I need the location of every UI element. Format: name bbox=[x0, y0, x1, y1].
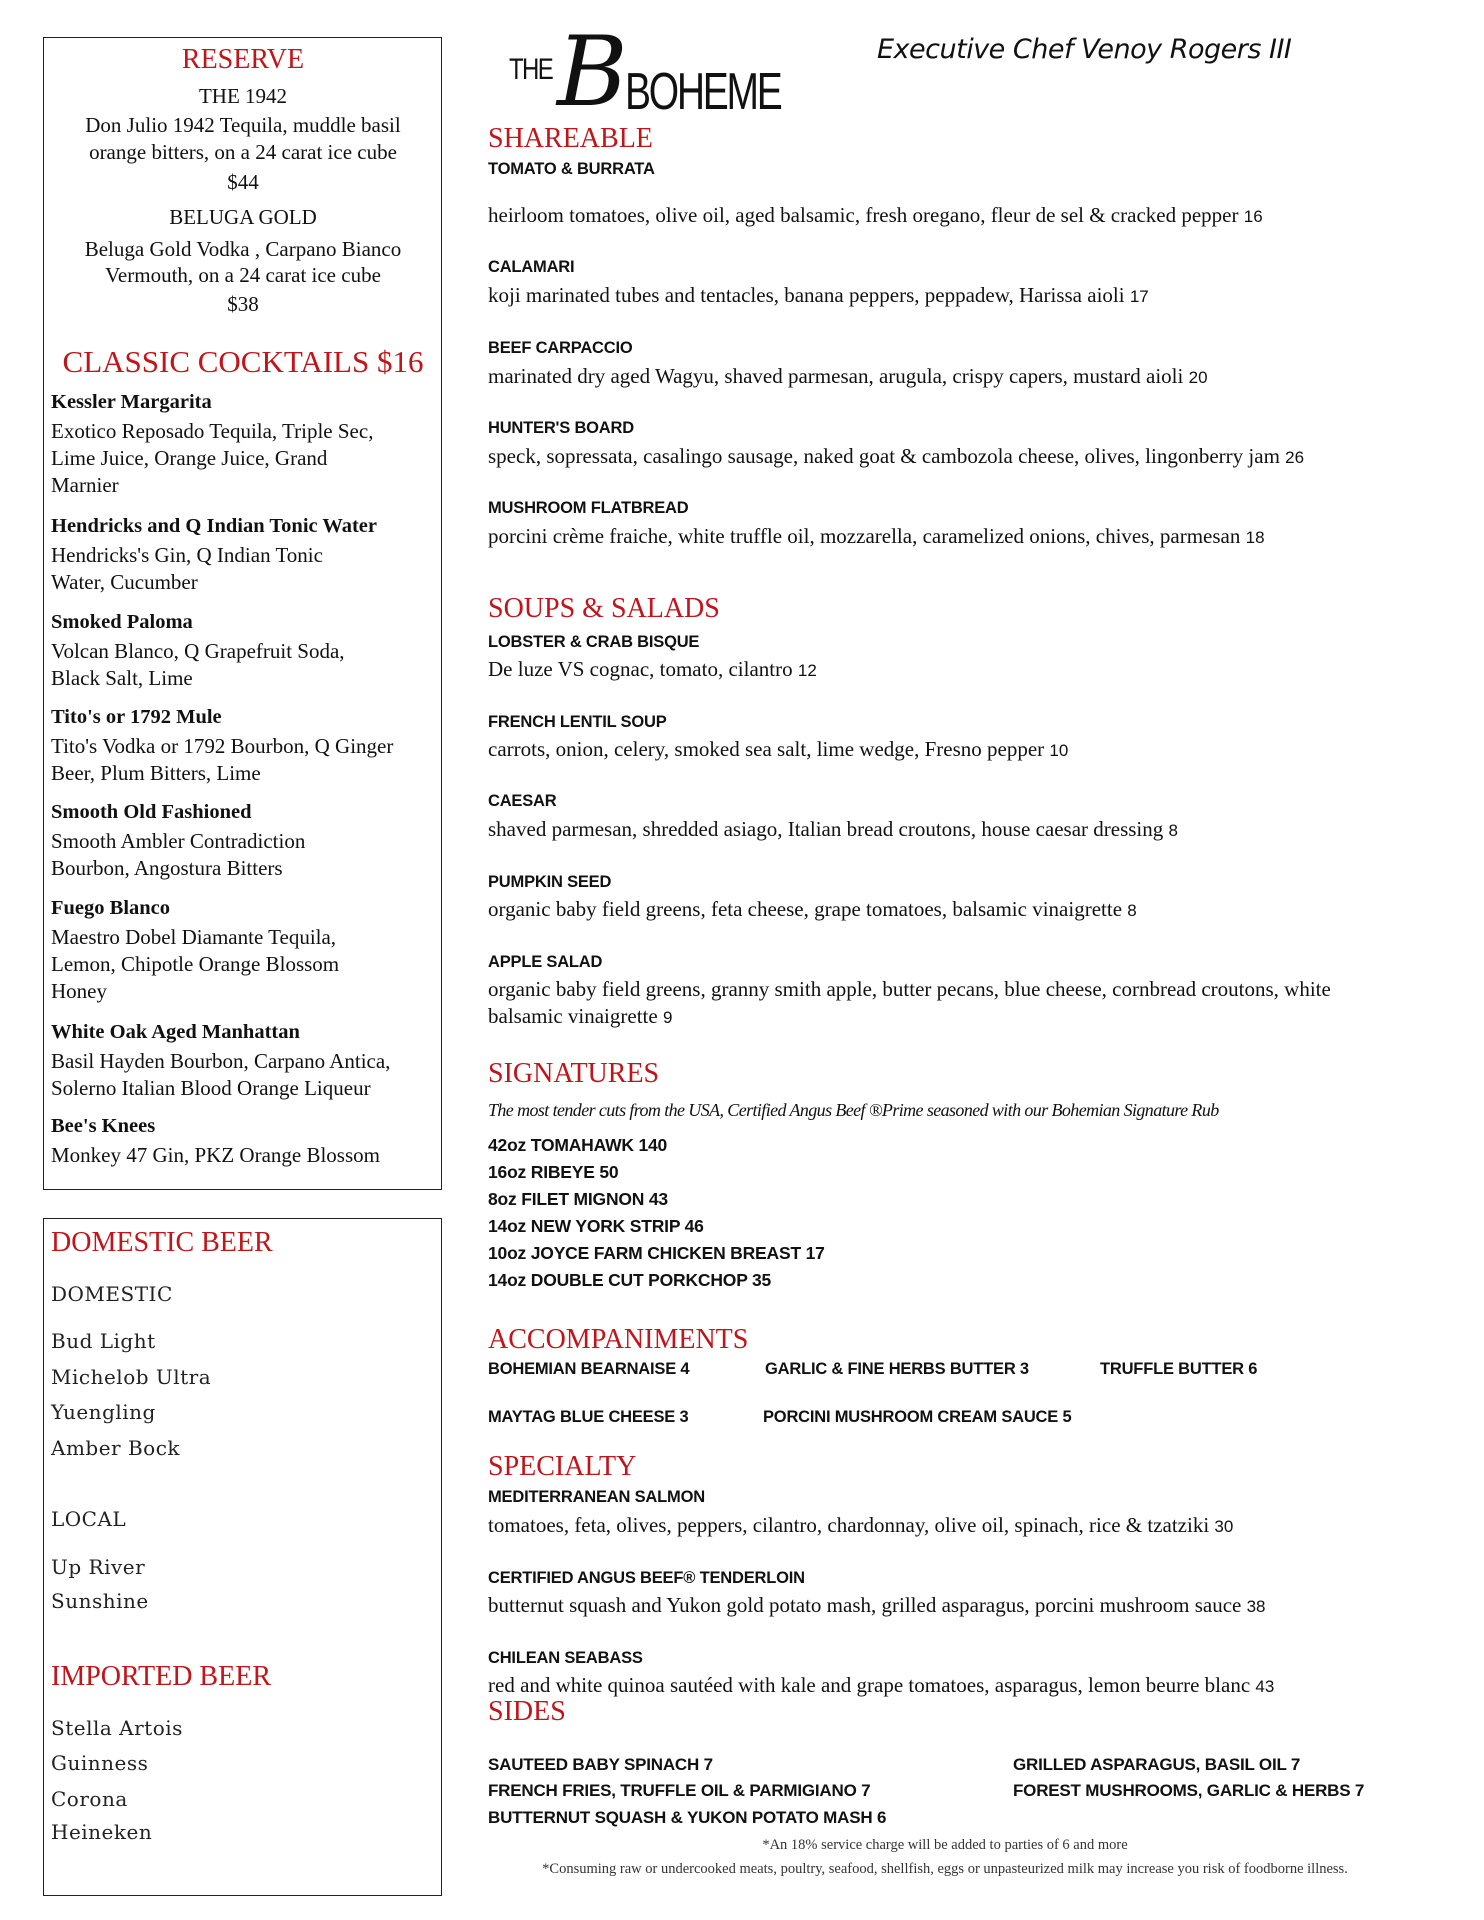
chef-credit: Executive Chef Venoy Rogers III bbox=[877, 34, 1292, 65]
reserve-item-name: BELUGA GOLD bbox=[169, 205, 317, 229]
reserve-item-price: $38 bbox=[227, 292, 259, 316]
consumption-warning: *Consuming raw or undercooked meats, poultry, seafood, shellfish, eggs or unpasteurized milk may increase you risk of foodborne illness. bbox=[542, 1861, 1348, 1877]
dish-name: HUNTER'S BOARD bbox=[488, 419, 634, 437]
cocktail-ingredients: Maestro Dobel Diamante Tequila, bbox=[51, 925, 337, 949]
cocktail-ingredients: Black Salt, Lime bbox=[51, 666, 193, 690]
reserve-heading: RESERVE bbox=[181, 44, 305, 75]
signatures-heading: SIGNATURES bbox=[488, 1058, 660, 1089]
reserve-item-price: $44 bbox=[227, 170, 259, 194]
dish-name: CHILEAN SEABASS bbox=[488, 1649, 643, 1667]
beer-item: Heineken bbox=[51, 1820, 153, 1844]
cocktail-ingredients: Lime Juice, Orange Juice, Grand bbox=[51, 446, 328, 470]
dish-description bbox=[488, 1671, 1274, 1701]
dish-name: CALAMARI bbox=[488, 258, 575, 276]
dish-name: MEDITERRANEAN SALMON bbox=[488, 1488, 705, 1506]
item-description: shaved parmesan, shredded asiago, Italian bread croutons, house caesar dressing bbox=[488, 817, 1164, 841]
accompaniments-heading: ACCOMPANIMENTS bbox=[488, 1324, 749, 1355]
item-price: 17 bbox=[1129, 287, 1149, 306]
dish-name: TOMATO & BURRATA bbox=[488, 160, 655, 178]
item-price: 26 bbox=[1285, 448, 1305, 467]
dish-description bbox=[488, 815, 1178, 845]
local-label: LOCAL bbox=[51, 1507, 127, 1531]
side-item: FRENCH FRIES, TRUFFLE OIL & PARMIGIANO 7 bbox=[488, 1781, 871, 1800]
dish-name: PUMPKIN SEED bbox=[488, 873, 612, 891]
item-description: tomatoes, feta, olives, peppers, cilantro, chardonnay, olive oil, spinach, rice & tzatziki bbox=[488, 1513, 1215, 1537]
item-price: 10 bbox=[1049, 741, 1069, 760]
cocktail-ingredients: Smooth Ambler Contradiction bbox=[51, 829, 306, 853]
cocktail-name: Hendricks and Q Indian Tonic Water bbox=[51, 515, 378, 537]
beer-item: Stella Artois bbox=[51, 1716, 183, 1740]
dish-name: CERTIFIED ANGUS BEEF® TENDERLOIN bbox=[488, 1569, 805, 1587]
dish-description bbox=[488, 201, 1263, 231]
dish-description bbox=[488, 1511, 1233, 1541]
reserve-item-desc: orange bitters, on a 24 carat ice cube bbox=[89, 140, 397, 164]
cocktail-ingredients: Exotico Reposado Tequila, Triple Sec, bbox=[51, 419, 374, 443]
cocktail-ingredients: Volcan Blanco, Q Grapefruit Soda, bbox=[51, 639, 345, 663]
accompaniment-item: GARLIC & FINE HERBS BUTTER 3 bbox=[765, 1360, 1029, 1378]
service-charge-note: *An 18% service charge will be added to parties of 6 and more bbox=[762, 1837, 1128, 1853]
accompaniment-item: BOHEMIAN BEARNAISE 4 bbox=[488, 1360, 690, 1378]
steak-item: 16oz RIBEYE 50 bbox=[488, 1162, 619, 1182]
cocktail-name: White Oak Aged Manhattan bbox=[51, 1021, 300, 1043]
item-price: 8 bbox=[1168, 821, 1178, 840]
cocktail-ingredients: Basil Hayden Bourbon, Carpano Antica, bbox=[51, 1049, 391, 1073]
dish-description bbox=[488, 442, 1304, 472]
dish-name: CAESAR bbox=[488, 792, 557, 810]
dish-description: organic baby field greens, granny smith apple, butter pecans, blue cheese, cornbread croutons, white bbox=[488, 977, 1331, 1001]
logo: THE B BOHEME bbox=[509, 16, 781, 128]
cocktail-name: Smooth Old Fashioned bbox=[51, 801, 252, 823]
soups-salads-heading: SOUPS & SALADS bbox=[488, 593, 720, 624]
item-description: De luze VS cognac, tomato, cilantro bbox=[488, 657, 793, 681]
specialty-heading: SPECIALTY bbox=[488, 1451, 637, 1482]
dish-description bbox=[488, 1591, 1266, 1621]
dish-description bbox=[488, 281, 1149, 311]
item-description: heirloom tomatoes, olive oil, aged balsamic, fresh oregano, fleur de sel & cracked pepper bbox=[488, 203, 1239, 227]
accompaniment-item: MAYTAG BLUE CHEESE 3 bbox=[488, 1408, 689, 1426]
cocktail-ingredients: Honey bbox=[51, 979, 107, 1003]
dish-name: BEEF CARPACCIO bbox=[488, 339, 633, 357]
reserve-item-name: THE 1942 bbox=[198, 84, 288, 108]
item-description: koji marinated tubes and tentacles, banana peppers, peppadew, Harissa aioli bbox=[488, 283, 1125, 307]
item-price: 30 bbox=[1214, 1517, 1234, 1536]
item-description: organic baby field greens, feta cheese, grape tomatoes, balsamic vinaigrette bbox=[488, 897, 1123, 921]
cocktail-name: Kessler Margarita bbox=[51, 391, 212, 413]
steak-item: 8oz FILET MIGNON 43 bbox=[488, 1189, 668, 1209]
steak-item: 42oz TOMAHAWK 140 bbox=[488, 1135, 668, 1155]
accompaniment-item: TRUFFLE BUTTER 6 bbox=[1100, 1360, 1258, 1378]
beer-item: Yuengling bbox=[51, 1400, 156, 1424]
shareable-heading: SHAREABLE bbox=[488, 123, 653, 154]
item-description: balsamic vinaigrette bbox=[488, 1004, 663, 1028]
cocktail-ingredients: Solerno Italian Blood Orange Liqueur bbox=[51, 1076, 371, 1100]
steak-item: 10oz JOYCE FARM CHICKEN BREAST 17 bbox=[488, 1243, 825, 1263]
item-description: marinated dry aged Wagyu, shaved parmesan, arugula, crispy capers, mustard aioli bbox=[488, 364, 1184, 388]
cocktail-ingredients: Beer, Plum Bitters, Lime bbox=[51, 761, 261, 785]
cocktail-ingredients: Tito's Vodka or 1792 Bourbon, Q Ginger bbox=[51, 734, 394, 758]
item-description: porcini crème fraiche, white truffle oil, mozzarella, caramelized onions, chives, parmesan bbox=[488, 524, 1241, 548]
dish-name: MUSHROOM FLATBREAD bbox=[488, 499, 689, 517]
steak-item: 14oz NEW YORK STRIP 46 bbox=[488, 1216, 704, 1236]
side-item: FOREST MUSHROOMS, GARLIC & HERBS 7 bbox=[1013, 1781, 1365, 1800]
reserve-item-desc: Don Julio 1942 Tequila, muddle basil bbox=[85, 113, 401, 137]
cocktail-ingredients: Lemon, Chipotle Orange Blossom bbox=[51, 952, 340, 976]
beer-item: Corona bbox=[51, 1787, 128, 1811]
cocktail-ingredients: Monkey 47 Gin, PKZ Orange Blossom bbox=[51, 1143, 380, 1167]
domestic-label: DOMESTIC bbox=[51, 1282, 173, 1306]
item-description: speck, sopressata, casalingo sausage, naked goat & cambozola cheese, olives, lingonberry jam bbox=[488, 444, 1280, 468]
side-item: BUTTERNUT SQUASH & YUKON POTATO MASH 6 bbox=[488, 1808, 887, 1827]
imported-beer-heading: IMPORTED BEER bbox=[51, 1661, 271, 1692]
dish-name: FRENCH LENTIL SOUP bbox=[488, 713, 667, 731]
dish-description bbox=[488, 735, 1068, 765]
dish-description bbox=[488, 362, 1208, 392]
item-price: 20 bbox=[1188, 368, 1208, 387]
item-price: 16 bbox=[1243, 207, 1263, 226]
domestic-beer-heading: DOMESTIC BEER bbox=[51, 1227, 273, 1258]
sides-heading: SIDES bbox=[488, 1696, 566, 1727]
beer-item: Michelob Ultra bbox=[51, 1365, 212, 1389]
item-price: 38 bbox=[1246, 1597, 1266, 1616]
item-price: 12 bbox=[797, 661, 817, 680]
item-price: 9 bbox=[662, 1008, 673, 1027]
side-item: SAUTEED BABY SPINACH 7 bbox=[488, 1755, 713, 1774]
cocktail-name: Bee's Knees bbox=[51, 1115, 156, 1137]
reserve-item-desc: Beluga Gold Vodka , Carpano Bianco bbox=[84, 237, 402, 261]
item-price: 43 bbox=[1255, 1677, 1275, 1696]
cocktail-name: Smoked Paloma bbox=[51, 611, 193, 633]
accompaniment-item: PORCINI MUSHROOM CREAM SAUCE 5 bbox=[763, 1408, 1072, 1426]
dish-description bbox=[488, 522, 1265, 552]
signatures-subtitle: The most tender cuts from the USA, Certified Angus Beef ®Prime seasoned with our Bohemian Signature Rub bbox=[488, 1100, 1219, 1120]
dish-description bbox=[488, 1002, 672, 1032]
dish-description bbox=[488, 895, 1137, 925]
cocktail-ingredients: Water, Cucumber bbox=[51, 570, 198, 594]
steak-item: 14oz DOUBLE CUT PORKCHOP 35 bbox=[488, 1270, 772, 1290]
cocktail-ingredients: Hendricks's Gin, Q Indian Tonic bbox=[51, 543, 323, 567]
dish-name: LOBSTER & CRAB BISQUE bbox=[488, 633, 700, 651]
item-description: red and white quinoa sautéed with kale and grape tomatoes, asparagus, lemon beurre blanc bbox=[488, 1673, 1251, 1697]
cocktail-ingredients: Marnier bbox=[51, 473, 119, 497]
dish-description bbox=[488, 655, 817, 685]
classic-cocktails-heading: CLASSIC COCKTAILS $16 bbox=[62, 344, 424, 379]
side-item: GRILLED ASPARAGUS, BASIL OIL 7 bbox=[1013, 1755, 1301, 1774]
dish-name: APPLE SALAD bbox=[488, 953, 603, 971]
item-description: carrots, onion, celery, smoked sea salt, lime wedge, Fresno pepper bbox=[488, 737, 1045, 761]
cocktail-name: Fuego Blanco bbox=[51, 897, 171, 919]
reserve-item-desc: Vermouth, on a 24 carat ice cube bbox=[105, 263, 381, 287]
item-price: 18 bbox=[1245, 528, 1265, 547]
cocktail-name: Tito's or 1792 Mule bbox=[51, 706, 222, 728]
item-description: butternut squash and Yukon gold potato mash, grilled asparagus, porcini mushroom sauce bbox=[488, 1593, 1242, 1617]
cocktail-ingredients: Bourbon, Angostura Bitters bbox=[51, 856, 283, 880]
beer-item: Guinness bbox=[51, 1751, 149, 1775]
beer-item: Bud Light bbox=[51, 1329, 156, 1353]
beer-item: Up River bbox=[51, 1555, 146, 1579]
beer-item: Sunshine bbox=[51, 1589, 149, 1613]
item-price: 8 bbox=[1127, 901, 1137, 920]
beer-item: Amber Bock bbox=[51, 1436, 181, 1460]
